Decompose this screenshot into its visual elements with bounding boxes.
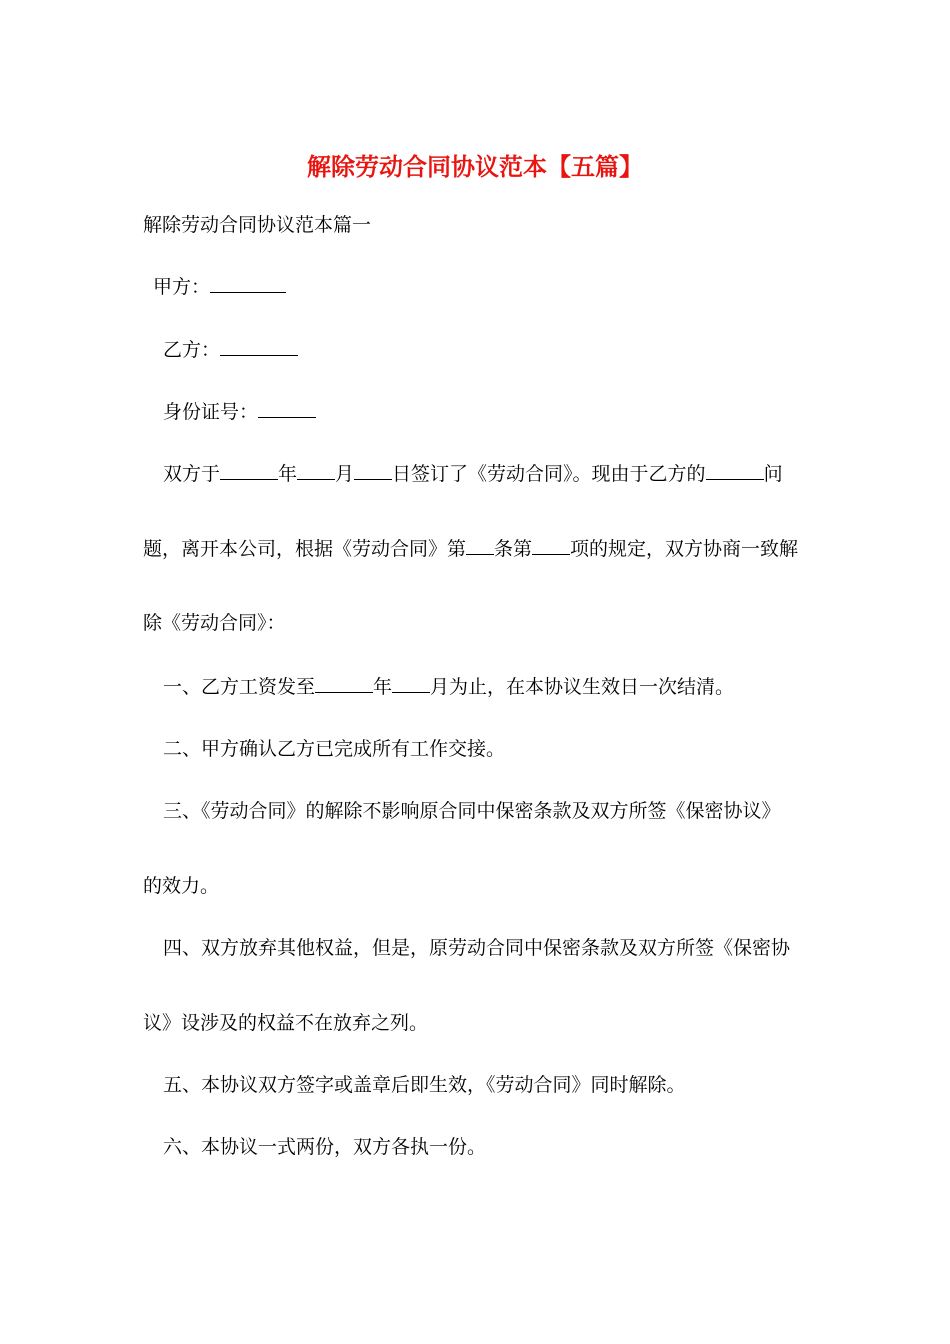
document-title: 解除劳动合同协议范本【五篇】: [307, 152, 643, 181]
article-blank: [466, 536, 494, 555]
clause-text: 月为止，在本协议生效日一次结清。: [430, 676, 735, 698]
sign-day-blank: [354, 461, 392, 480]
clause-3-line-1: 三、《劳动合同》的解除不影响原合同中保密条款及双方所签《保密协议》: [163, 800, 781, 822]
party-b-line: [163, 337, 298, 363]
intro-text: 双方于: [163, 463, 221, 485]
sign-month-blank: [297, 461, 335, 480]
party-a-line: [153, 274, 286, 300]
reason-blank: [706, 461, 764, 480]
intro-line-3: 除《劳动合同》：: [143, 612, 286, 634]
clause-5: 五、本协议双方签字或盖章后即生效，《劳动合同》同时解除。: [163, 1074, 686, 1096]
party-a-label: 甲方：: [153, 276, 211, 298]
clause-text: 一、乙方工资发至: [163, 676, 316, 698]
intro-text: 项的规定，双方协商一致解: [570, 538, 799, 560]
clause-text: 年: [373, 676, 393, 698]
intro-text: 年: [278, 463, 298, 485]
id-number-line: [163, 399, 316, 425]
item-blank: [532, 536, 570, 555]
clause-6: 六、本协议一式两份，双方各执一份。: [163, 1136, 487, 1158]
clause-3-line-2: 的效力。: [143, 875, 220, 897]
id-number-blank: [258, 399, 316, 418]
clause-2: 二、甲方确认乙方已完成所有工作交接。: [163, 738, 506, 760]
id-number-label: 身份证号：: [163, 401, 259, 423]
clause-4-line-2: 议》设涉及的权益不在放弃之列。: [143, 1012, 429, 1034]
party-b-blank: [220, 337, 298, 356]
clause-1: [163, 674, 734, 700]
intro-text: 问: [763, 463, 783, 485]
salary-year-blank: [315, 674, 373, 693]
intro-text: 条第: [494, 538, 533, 560]
intro-text: 月: [335, 463, 355, 485]
party-b-label: 乙方：: [163, 339, 221, 361]
intro-text: 日签订了《劳动合同》。现由于乙方的: [392, 463, 706, 485]
intro-line-2: [143, 536, 798, 562]
intro-line-1: [163, 461, 783, 487]
sign-year-blank: [220, 461, 278, 480]
party-a-blank: [210, 274, 286, 293]
salary-month-blank: [392, 674, 430, 693]
intro-text: 题，离开本公司，根据《劳动合同》第: [143, 538, 467, 560]
section-heading: 解除劳动合同协议范本篇一: [143, 214, 372, 236]
clause-4-line-1: 四、双方放弃其他权益，但是，原劳动合同中保密条款及双方所签《保密协: [163, 937, 791, 959]
